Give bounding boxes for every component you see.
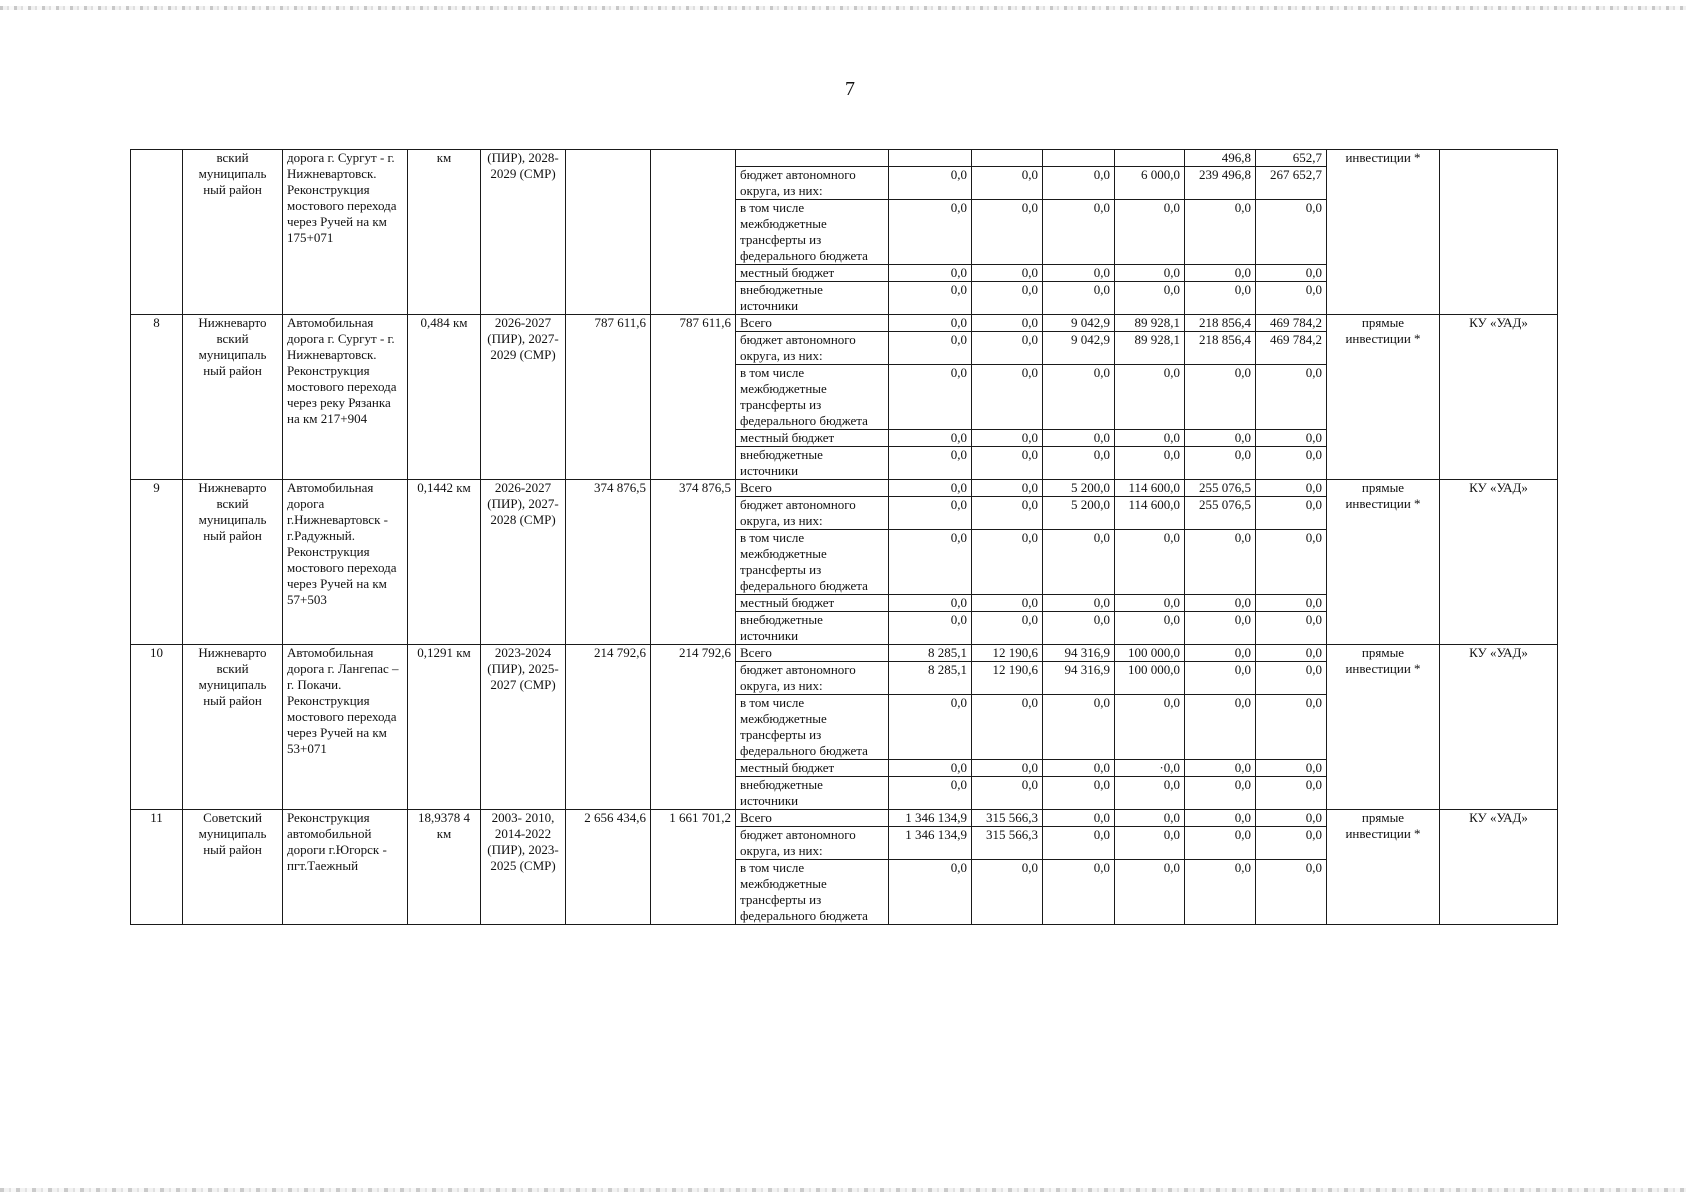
year-value-cell: 0,0	[1115, 810, 1185, 827]
funding-source-cell: местный бюджет	[736, 760, 889, 777]
year-value-cell: 8 285,1	[889, 645, 972, 662]
funding-source-cell: внебюджетные источники	[736, 447, 889, 480]
year-value-cell: 0,0	[1043, 695, 1115, 760]
year-value-cell: 0,0	[1185, 645, 1256, 662]
year-value-cell: 0,0	[1043, 282, 1115, 315]
year-value-cell: 0,0	[1256, 480, 1327, 497]
year-value-cell: 0,0	[1115, 265, 1185, 282]
year-value-cell: 0,0	[1256, 612, 1327, 645]
year-value-cell: 0,0	[972, 282, 1043, 315]
year-value-cell: 0,0	[1043, 430, 1115, 447]
year-value-cell: 0,0	[1256, 365, 1327, 430]
year-value-cell: 9 042,9	[1043, 315, 1115, 332]
year-value-cell: 0,0	[1115, 365, 1185, 430]
year-value-cell: 0,0	[972, 760, 1043, 777]
capacity-cell: 0,484 км	[408, 315, 481, 480]
cost-cell: 787 611,6	[566, 315, 651, 480]
year-value-cell: 0,0	[889, 760, 972, 777]
cost-remaining-cell: 1 661 701,2	[651, 810, 736, 925]
year-value-cell: 0,0	[1115, 860, 1185, 925]
year-value-cell: 0,0	[972, 695, 1043, 760]
year-value-cell: 0,0	[972, 365, 1043, 430]
year-value-cell: 0,0	[889, 430, 972, 447]
object-name-cell: Реконструкция автомобильной дороги г.Югорск - пгт.Таежный	[283, 810, 408, 925]
year-value-cell: ·0,0	[1115, 760, 1185, 777]
year-value-cell: 0,0	[972, 595, 1043, 612]
year-value-cell: 0,0	[1043, 827, 1115, 860]
year-value-cell: 0,0	[972, 777, 1043, 810]
capacity-cell: км	[408, 150, 481, 315]
year-value-cell: 0,0	[1185, 777, 1256, 810]
year-value-cell: 255 076,5	[1185, 480, 1256, 497]
year-value-cell: 0,0	[1115, 695, 1185, 760]
year-value-cell: 0,0	[889, 595, 972, 612]
year-value-cell: 0,0	[1256, 497, 1327, 530]
funding-source-cell: в том числе межбюджетные трансферты из федерального бюджета	[736, 860, 889, 925]
year-value-cell: 0,0	[972, 430, 1043, 447]
funding-source-cell: бюджет автономного округа, из них:	[736, 662, 889, 695]
year-value-cell: 0,0	[972, 612, 1043, 645]
municipality-cell: Советский муниципаль ный район	[183, 810, 283, 925]
year-value-cell: 12 190,6	[972, 645, 1043, 662]
year-value-cell: 0,0	[1256, 430, 1327, 447]
year-value-cell: 1 346 134,9	[889, 827, 972, 860]
year-value-cell: 0,0	[972, 315, 1043, 332]
funding-source-cell: в том числе межбюджетные трансферты из федерального бюджета	[736, 200, 889, 265]
year-value-cell: 0,0	[889, 315, 972, 332]
year-value-cell: 0,0	[1043, 530, 1115, 595]
capacity-cell: 18,9378 4 км	[408, 810, 481, 925]
funding-source-cell: в том числе межбюджетные трансферты из федерального бюджета	[736, 695, 889, 760]
row-number: 10	[131, 645, 183, 810]
funding-source-cell: Всего	[736, 480, 889, 497]
year-value-cell: 0,0	[1115, 430, 1185, 447]
year-value-cell: 100 000,0	[1115, 645, 1185, 662]
customer-cell: КУ «УАД»	[1440, 645, 1558, 810]
funding-source-cell: в том числе межбюджетные трансферты из федерального бюджета	[736, 530, 889, 595]
table-row	[131, 315, 1558, 332]
year-value-cell: 0,0	[1185, 447, 1256, 480]
year-value-cell: 0,0	[889, 200, 972, 265]
year-value-cell: 315 566,3	[972, 827, 1043, 860]
cost-remaining-cell: 787 611,6	[651, 315, 736, 480]
year-value-cell: 0,0	[1043, 365, 1115, 430]
cost-cell: 374 876,5	[566, 480, 651, 645]
year-value-cell: 0,0	[1185, 662, 1256, 695]
mechanism-cell: прямые инвестиции *	[1327, 645, 1440, 810]
row-number: 9	[131, 480, 183, 645]
year-value-cell: 315 566,3	[972, 810, 1043, 827]
year-value-cell: 0,0	[889, 332, 972, 365]
funding-source-cell: бюджет автономного округа, из них:	[736, 827, 889, 860]
year-value-cell: 0,0	[1256, 282, 1327, 315]
year-value-cell: 0,0	[1185, 530, 1256, 595]
year-value-cell: 94 316,9	[1043, 645, 1115, 662]
funding-source-cell: Всего	[736, 810, 889, 827]
year-value-cell: 0,0	[1185, 595, 1256, 612]
year-value-cell: 114 600,0	[1115, 480, 1185, 497]
year-value-cell: 0,0	[1043, 810, 1115, 827]
funding-source-cell: бюджет автономного округа, из них:	[736, 497, 889, 530]
cost-cell: 2 656 434,6	[566, 810, 651, 925]
municipality-cell: Нижневарто вский муниципаль ный район	[183, 645, 283, 810]
year-value-cell: 0,0	[889, 612, 972, 645]
funding-source-cell: внебюджетные источники	[736, 777, 889, 810]
mechanism-cell: прямые инвестиции *	[1327, 315, 1440, 480]
cost-cell: 214 792,6	[566, 645, 651, 810]
object-name-cell: Автомобильная дорога г. Лангепас – г. Покачи. Реконструкция мостового перехода через Ручей на км 53+071	[283, 645, 408, 810]
year-value-cell: 0,0	[1185, 430, 1256, 447]
year-value-cell: 0,0	[1256, 860, 1327, 925]
funding-source-cell: местный бюджет	[736, 595, 889, 612]
row-number	[131, 150, 183, 315]
year-value-cell: 218 856,4	[1185, 315, 1256, 332]
year-value-cell: 1 346 134,9	[889, 810, 972, 827]
capacity-cell: 0,1442 км	[408, 480, 481, 645]
year-value-cell: 0,0	[972, 167, 1043, 200]
customer-cell: КУ «УАД»	[1440, 480, 1558, 645]
year-value-cell: 267 652,7	[1256, 167, 1327, 200]
year-value-cell: 469 784,2	[1256, 315, 1327, 332]
year-value-cell	[972, 150, 1043, 167]
year-value-cell: 0,0	[889, 860, 972, 925]
year-value-cell: 652,7	[1256, 150, 1327, 167]
year-value-cell: 0,0	[1256, 827, 1327, 860]
year-value-cell: 89 928,1	[1115, 315, 1185, 332]
year-value-cell	[1115, 150, 1185, 167]
year-value-cell: 5 200,0	[1043, 497, 1115, 530]
year-value-cell: 0,0	[972, 497, 1043, 530]
year-value-cell: 0,0	[889, 530, 972, 595]
year-value-cell: 0,0	[889, 497, 972, 530]
mechanism-cell: прямые инвестиции *	[1327, 480, 1440, 645]
term-cell: 2026-2027 (ПИР), 2027-2029 (СМР)	[481, 315, 566, 480]
term-cell: 2003- 2010, 2014-2022 (ПИР), 2023-2025 (СМР)	[481, 810, 566, 925]
municipality-cell: вский муниципаль ный район	[183, 150, 283, 315]
funding-source-cell: местный бюджет	[736, 265, 889, 282]
year-value-cell: 0,0	[1043, 265, 1115, 282]
year-value-cell: 12 190,6	[972, 662, 1043, 695]
year-value-cell: 0,0	[889, 777, 972, 810]
year-value-cell: 0,0	[1256, 810, 1327, 827]
year-value-cell: 0,0	[1185, 612, 1256, 645]
year-value-cell: 0,0	[1185, 860, 1256, 925]
municipality-cell: Нижневарто вский муниципаль ный район	[183, 480, 283, 645]
year-value-cell: 0,0	[1185, 200, 1256, 265]
year-value-cell: 0,0	[889, 265, 972, 282]
year-value-cell: 0,0	[972, 860, 1043, 925]
year-value-cell: 0,0	[1043, 777, 1115, 810]
year-value-cell: 0,0	[1115, 777, 1185, 810]
year-value-cell: 0,0	[1256, 595, 1327, 612]
funding-source-cell	[736, 150, 889, 167]
year-value-cell: 0,0	[1115, 612, 1185, 645]
year-value-cell: 0,0	[1115, 447, 1185, 480]
year-value-cell: 89 928,1	[1115, 332, 1185, 365]
year-value-cell: 0,0	[1043, 760, 1115, 777]
table-row	[131, 480, 1558, 497]
object-name-cell: Автомобильная дорога г. Сургут - г. Нижневартовск. Реконструкция мостового перехода через реку Рязанка на км 217+904	[283, 315, 408, 480]
year-value-cell: 94 316,9	[1043, 662, 1115, 695]
funding-source-cell: местный бюджет	[736, 430, 889, 447]
funding-source-cell: Всего	[736, 315, 889, 332]
year-value-cell: 0,0	[1185, 265, 1256, 282]
scan-edge-top	[0, 6, 1686, 10]
year-value-cell: 0,0	[889, 365, 972, 430]
year-value-cell: 0,0	[1185, 365, 1256, 430]
term-cell: 2023-2024 (ПИР), 2025-2027 (СМР)	[481, 645, 566, 810]
customer-cell: КУ «УАД»	[1440, 810, 1558, 925]
year-value-cell: 496,8	[1185, 150, 1256, 167]
funding-source-cell: внебюджетные источники	[736, 282, 889, 315]
year-value-cell: 0,0	[1185, 760, 1256, 777]
year-value-cell: 218 856,4	[1185, 332, 1256, 365]
year-value-cell: 0,0	[972, 480, 1043, 497]
year-value-cell: 0,0	[1256, 662, 1327, 695]
funding-source-cell: внебюджетные источники	[736, 612, 889, 645]
year-value-cell: 0,0	[1043, 612, 1115, 645]
year-value-cell: 0,0	[1256, 760, 1327, 777]
table-row	[131, 645, 1558, 662]
year-value-cell: 0,0	[972, 200, 1043, 265]
year-value-cell: 0,0	[1115, 282, 1185, 315]
year-value-cell: 0,0	[1185, 827, 1256, 860]
year-value-cell: 0,0	[1185, 695, 1256, 760]
funding-source-cell: бюджет автономного округа, из них:	[736, 167, 889, 200]
cost-remaining-cell	[651, 150, 736, 315]
year-value-cell: 0,0	[1256, 777, 1327, 810]
year-value-cell: 0,0	[972, 332, 1043, 365]
customer-cell	[1440, 150, 1558, 315]
year-value-cell: 0,0	[1043, 860, 1115, 925]
object-name-cell: дорога г. Сургут - г. Нижневартовск. Реконструкция мостового перехода через Ручей на км 175+071	[283, 150, 408, 315]
year-value-cell: 0,0	[1185, 810, 1256, 827]
page-number: 7	[845, 78, 855, 100]
cost-remaining-cell: 374 876,5	[651, 480, 736, 645]
mechanism-cell: прямые инвестиции *	[1327, 810, 1440, 925]
year-value-cell: 0,0	[1115, 595, 1185, 612]
year-value-cell: 5 200,0	[1043, 480, 1115, 497]
row-number: 11	[131, 810, 183, 925]
year-value-cell: 255 076,5	[1185, 497, 1256, 530]
year-value-cell: 100 000,0	[1115, 662, 1185, 695]
object-name-cell: Автомобильная дорога г.Нижневартовск - г.Радужный. Реконструкция мостового перехода через Ручей на км 57+503	[283, 480, 408, 645]
table-row	[131, 810, 1558, 827]
year-value-cell: 0,0	[889, 480, 972, 497]
capacity-cell: 0,1291 км	[408, 645, 481, 810]
year-value-cell: 0,0	[1115, 827, 1185, 860]
year-value-cell: 0,0	[889, 447, 972, 480]
mechanism-cell: инвестиции *	[1327, 150, 1440, 315]
cost-remaining-cell: 214 792,6	[651, 645, 736, 810]
year-value-cell: 0,0	[1115, 530, 1185, 595]
year-value-cell: 0,0	[972, 530, 1043, 595]
scan-edge-bottom	[0, 1188, 1686, 1192]
row-number: 8	[131, 315, 183, 480]
year-value-cell: 0,0	[1043, 167, 1115, 200]
year-value-cell: 8 285,1	[889, 662, 972, 695]
year-value-cell: 0,0	[1256, 530, 1327, 595]
funding-source-cell: в том числе межбюджетные трансферты из федерального бюджета	[736, 365, 889, 430]
funding-source-cell: бюджет автономного округа, из них:	[736, 332, 889, 365]
year-value-cell: 0,0	[1256, 695, 1327, 760]
customer-cell: КУ «УАД»	[1440, 315, 1558, 480]
year-value-cell: 0,0	[1256, 447, 1327, 480]
municipality-cell: Нижневарто вский муниципаль ный район	[183, 315, 283, 480]
year-value-cell: 0,0	[889, 167, 972, 200]
year-value-cell: 0,0	[1185, 282, 1256, 315]
year-value-cell: 0,0	[1043, 200, 1115, 265]
year-value-cell: 9 042,9	[1043, 332, 1115, 365]
year-value-cell: 0,0	[889, 282, 972, 315]
investment-table	[130, 149, 1558, 925]
year-value-cell: 239 496,8	[1185, 167, 1256, 200]
year-value-cell	[889, 150, 972, 167]
year-value-cell: 0,0	[972, 265, 1043, 282]
year-value-cell: 6 000,0	[1115, 167, 1185, 200]
year-value-cell	[1043, 150, 1115, 167]
table-row	[131, 150, 1558, 167]
year-value-cell: 0,0	[972, 447, 1043, 480]
year-value-cell: 0,0	[1115, 200, 1185, 265]
table-body	[131, 150, 1558, 925]
cost-cell	[566, 150, 651, 315]
year-value-cell: 0,0	[889, 695, 972, 760]
year-value-cell: 469 784,2	[1256, 332, 1327, 365]
term-cell: (ПИР), 2028-2029 (СМР)	[481, 150, 566, 315]
year-value-cell: 0,0	[1043, 595, 1115, 612]
year-value-cell: 0,0	[1256, 645, 1327, 662]
year-value-cell: 0,0	[1043, 447, 1115, 480]
year-value-cell: 0,0	[1256, 265, 1327, 282]
year-value-cell: 114 600,0	[1115, 497, 1185, 530]
year-value-cell: 0,0	[1256, 200, 1327, 265]
term-cell: 2026-2027 (ПИР), 2027-2028 (СМР)	[481, 480, 566, 645]
funding-source-cell: Всего	[736, 645, 889, 662]
